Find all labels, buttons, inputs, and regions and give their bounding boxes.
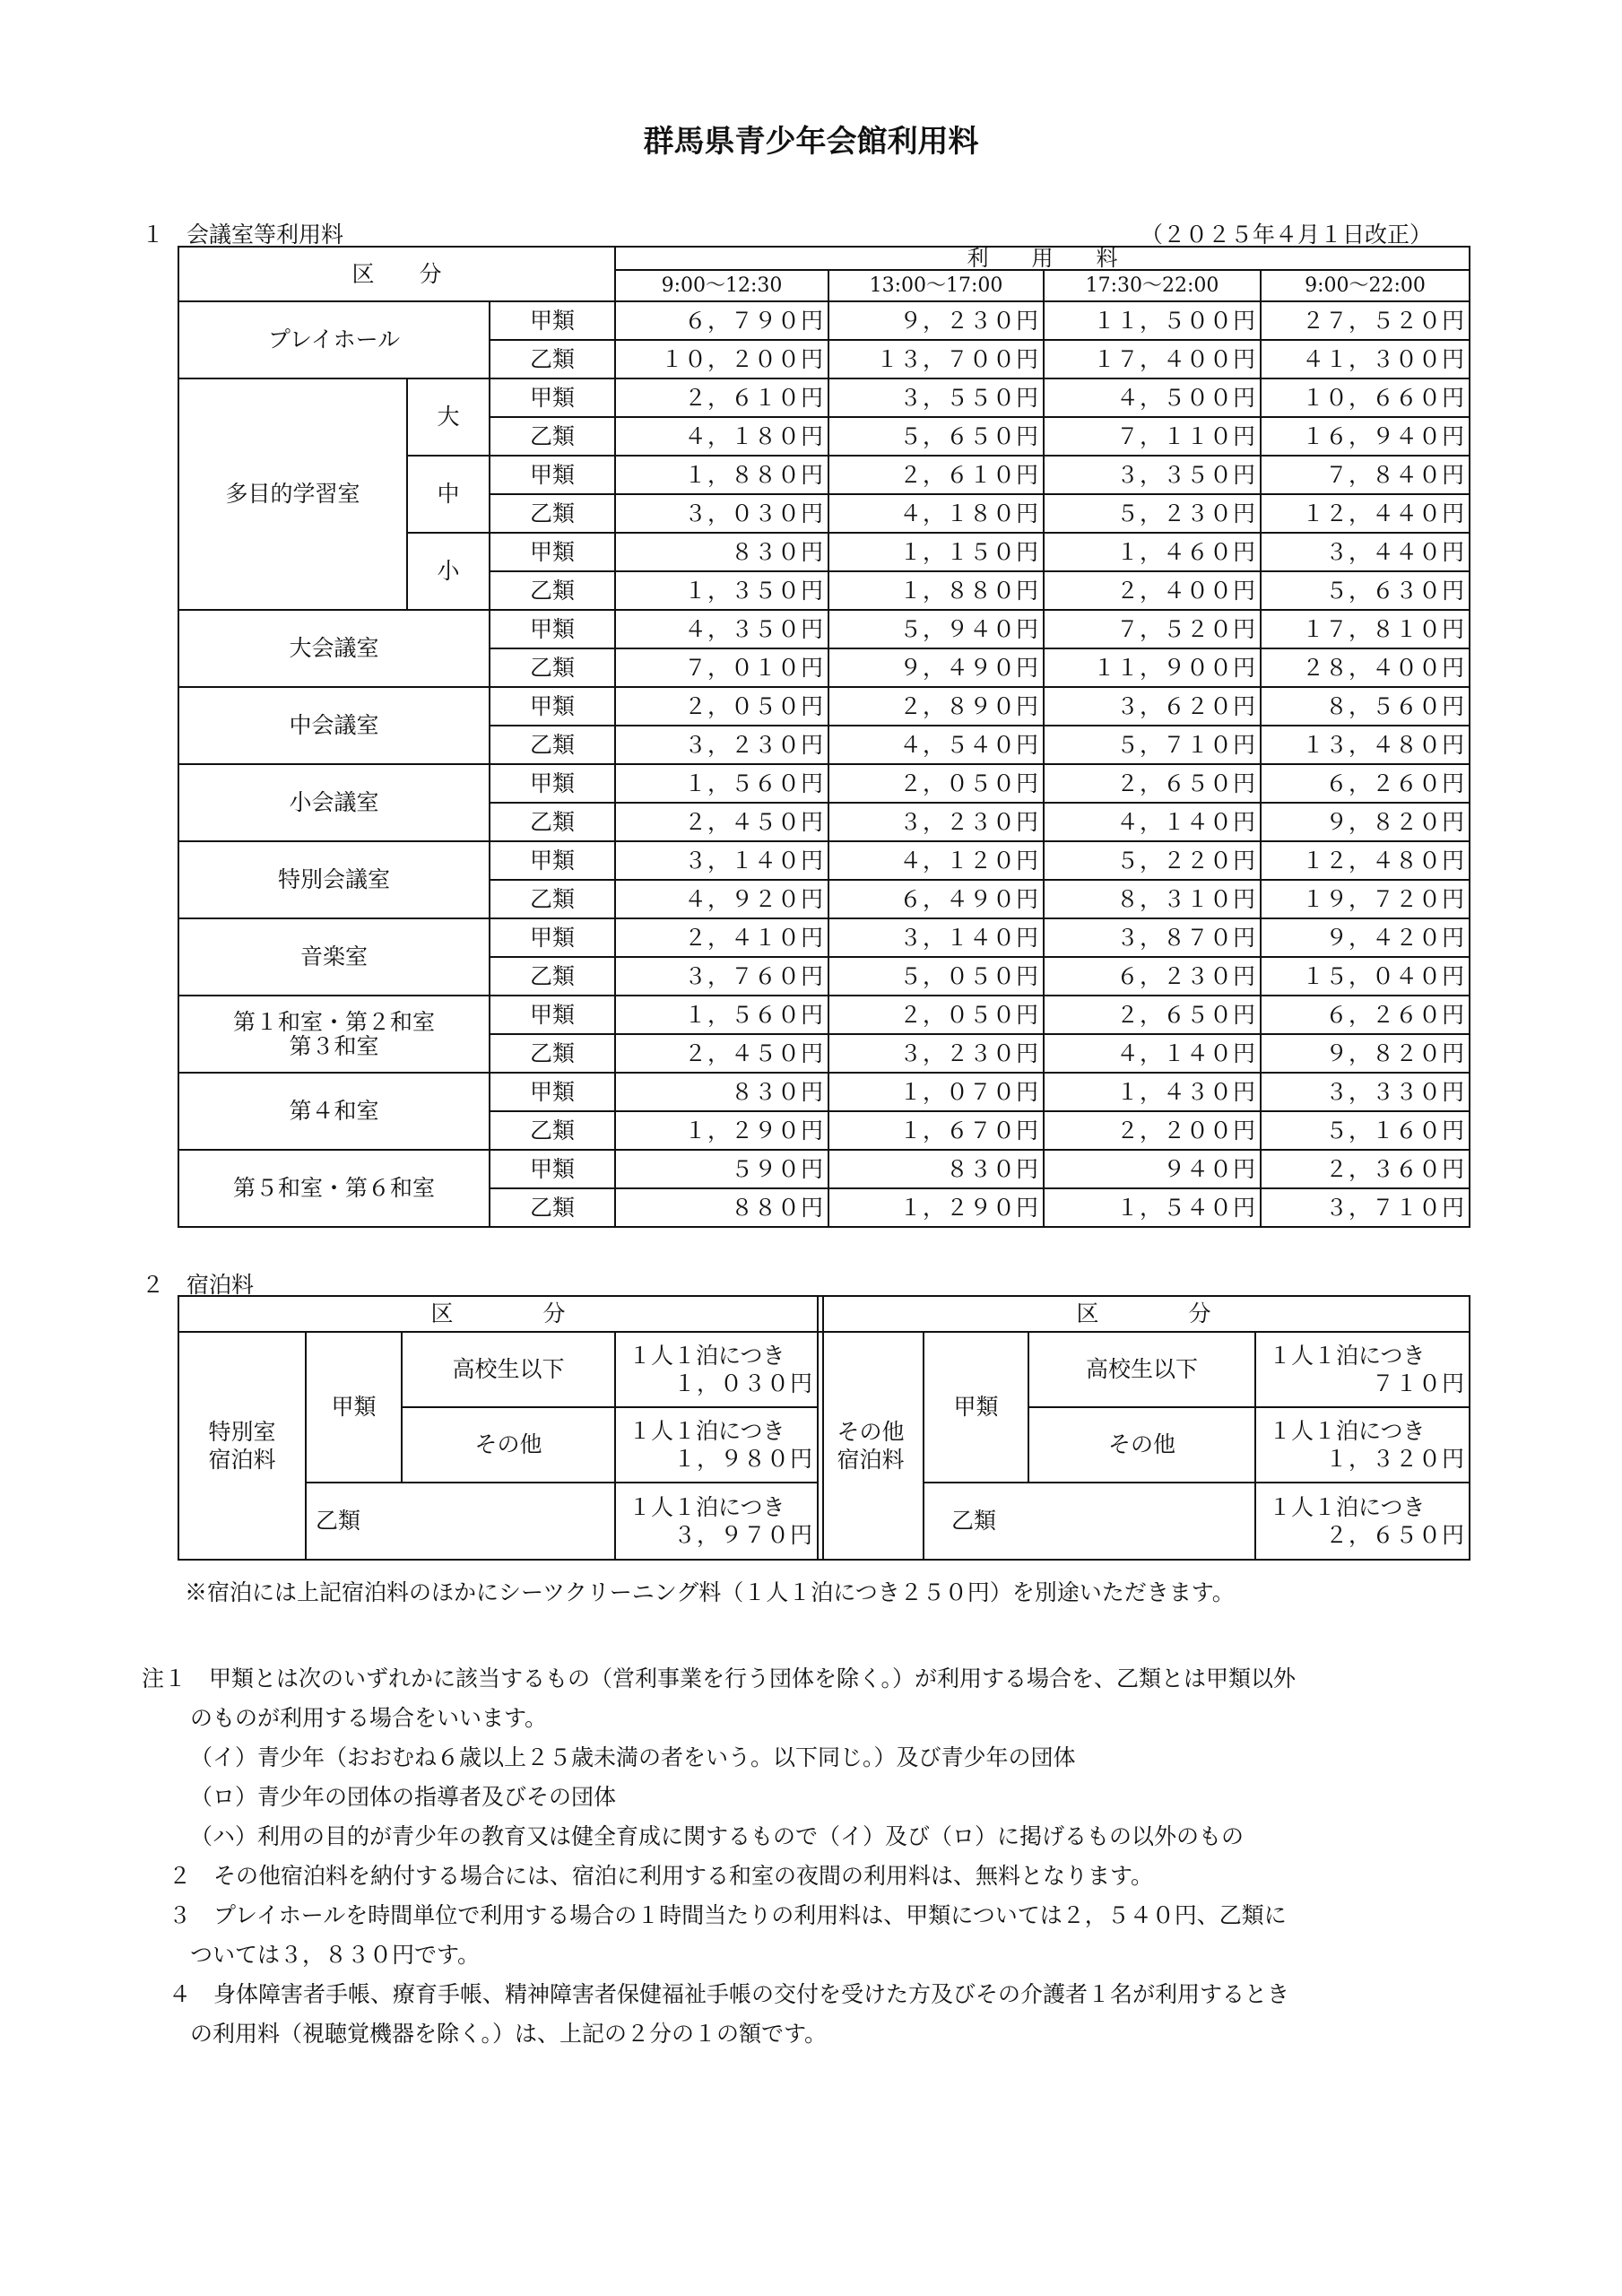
fee-cell: ４，３５０円 bbox=[615, 610, 828, 648]
fee-cell: ２，０５０円 bbox=[615, 687, 828, 726]
fee-cell: ３，２３０円 bbox=[615, 726, 828, 764]
fee-cell: ２，４００円 bbox=[1044, 571, 1261, 610]
fee-cell: ８，５６０円 bbox=[1261, 687, 1470, 726]
fee-cell: ３，６２０円 bbox=[1044, 687, 1261, 726]
room-size-label: 大 bbox=[407, 378, 490, 456]
fee-cell: １２，４８０円 bbox=[1261, 841, 1470, 880]
fee-cell: ２，６５０円 bbox=[1044, 996, 1261, 1034]
fee-cell: ３，７１０円 bbox=[1261, 1188, 1470, 1227]
special-highschool-label: 高校生以下 bbox=[402, 1332, 615, 1407]
fee-cell: ４，９２０円 bbox=[615, 880, 828, 918]
fee-cell: ４，１８０円 bbox=[615, 417, 828, 456]
general-lodging-label: その他 宿泊料 bbox=[818, 1332, 924, 1560]
special-type-b-fee: １人１泊につき ３，９７０円 bbox=[615, 1483, 818, 1560]
fee-cell: ６，４９０円 bbox=[828, 880, 1044, 918]
room-name: 小会議室 bbox=[178, 764, 490, 841]
fee-cell: １１，５００円 bbox=[1044, 301, 1261, 340]
fee-cell: ４１，３００円 bbox=[1261, 340, 1470, 378]
note-1-i: （イ）青少年（おおむね６歳以上２５歳未満の者をいう。以下同じ。）及び青少年の団体 bbox=[190, 1744, 1076, 1770]
revision-date: （２０２５年４月１日改正） bbox=[1141, 222, 1433, 248]
fee-cell: １２，４４０円 bbox=[1261, 494, 1470, 533]
fee-cell: ６，２６０円 bbox=[1261, 764, 1470, 803]
fee-cell: ２，６１０円 bbox=[615, 378, 828, 417]
fee-cell: １５，０４０円 bbox=[1261, 957, 1470, 996]
special-other-fee: １人１泊につき １，９８０円 bbox=[615, 1407, 818, 1483]
room-name: 中会議室 bbox=[178, 687, 490, 764]
fee-cell: １７，４００円 bbox=[1044, 340, 1261, 378]
fee-cell: ４，５００円 bbox=[1044, 378, 1261, 417]
fee-class-label: 乙類 bbox=[490, 571, 615, 610]
fee-cell: １，２９０円 bbox=[615, 1111, 828, 1150]
table-double-divider bbox=[822, 1295, 824, 1561]
note-3: ３ プレイホールを時間単位で利用する場合の１時間当たりの利用料は、甲類については２，５４０円、乙類に bbox=[169, 1902, 1287, 1928]
table-row bbox=[178, 1150, 1470, 1188]
fee-cell: ３，３５０円 bbox=[1044, 456, 1261, 494]
fee-cell: ４，５４０円 bbox=[828, 726, 1044, 764]
fee-cell: ２，３６０円 bbox=[1261, 1150, 1470, 1188]
fee-cell: ３，２３０円 bbox=[828, 803, 1044, 841]
special-lodging-label: 特別室 宿泊料 bbox=[178, 1332, 306, 1560]
fee-class-label: 甲類 bbox=[490, 764, 615, 803]
fee-class-label: 甲類 bbox=[490, 841, 615, 880]
table-row bbox=[178, 918, 1470, 957]
fee-class-label: 乙類 bbox=[490, 803, 615, 841]
fee-cell: ８，３１０円 bbox=[1044, 880, 1261, 918]
fee-cell: ６，２３０円 bbox=[1044, 957, 1261, 996]
fee-cell: １，８８０円 bbox=[615, 456, 828, 494]
fee-cell: ８８０円 bbox=[615, 1188, 828, 1227]
fee-cell: ４，１８０円 bbox=[828, 494, 1044, 533]
fee-cell: ７，５２０円 bbox=[1044, 610, 1261, 648]
room-name: 第４和室 bbox=[178, 1073, 490, 1150]
header-kubun: 区 分 bbox=[178, 247, 615, 301]
fee-cell: １，８８０円 bbox=[828, 571, 1044, 610]
note-4-cont: の利用料（視聴覚機器を除く。）は、上記の２分の１の額です。 bbox=[190, 2021, 828, 2047]
fee-cell: １６，９４０円 bbox=[1261, 417, 1470, 456]
table-row bbox=[178, 301, 1470, 340]
fee-cell: １１，９００円 bbox=[1044, 648, 1261, 687]
fee-cell: ５，２３０円 bbox=[1044, 494, 1261, 533]
general-type-b-fee: １人１泊につき ２，６５０円 bbox=[1255, 1483, 1470, 1560]
lodging-fee-table bbox=[178, 1295, 1470, 1561]
note-4: ４ 身体障害者手帳、療育手帳、精神障害者保健福祉手帳の交付を受けた方及びその介護者１名が利用するとき bbox=[169, 1981, 1290, 2007]
fee-cell: ９，２３０円 bbox=[828, 301, 1044, 340]
table-row bbox=[178, 610, 1470, 648]
fee-cell: １，０７０円 bbox=[828, 1073, 1044, 1111]
page-title: 群馬県青少年会館利用料 bbox=[643, 124, 979, 160]
fee-class-label: 乙類 bbox=[490, 340, 615, 378]
table-row bbox=[178, 378, 1470, 417]
fee-cell: １，５６０円 bbox=[615, 764, 828, 803]
fee-cell: ２，６５０円 bbox=[1044, 764, 1261, 803]
fee-cell: ４，１４０円 bbox=[1044, 1034, 1261, 1073]
lodging-header-kubun-right: 区 分 bbox=[818, 1296, 1470, 1332]
fee-class-label: 甲類 bbox=[490, 918, 615, 957]
fee-cell: ５，７１０円 bbox=[1044, 726, 1261, 764]
fee-class-label: 甲類 bbox=[490, 378, 615, 417]
fee-cell: ２８，４００円 bbox=[1261, 648, 1470, 687]
fee-cell: １，１５０円 bbox=[828, 533, 1044, 571]
fee-cell: １，６７０円 bbox=[828, 1111, 1044, 1150]
fee-class-label: 甲類 bbox=[490, 610, 615, 648]
fee-cell: ３，０３０円 bbox=[615, 494, 828, 533]
fee-cell: ２，４１０円 bbox=[615, 918, 828, 957]
room-size-label: 中 bbox=[407, 456, 490, 533]
table-row bbox=[178, 1073, 1470, 1111]
fee-cell: ２，８９０円 bbox=[828, 687, 1044, 726]
general-highschool-fee: １人１泊につき ７１０円 bbox=[1255, 1332, 1470, 1407]
section1-heading: １ 会議室等利用料 bbox=[142, 222, 344, 248]
general-other-fee: １人１泊につき １，３２０円 bbox=[1255, 1407, 1470, 1483]
fee-cell: １０，６６０円 bbox=[1261, 378, 1470, 417]
fee-class-label: 甲類 bbox=[490, 996, 615, 1034]
special-type-a: 甲類 bbox=[306, 1332, 402, 1483]
fee-cell: ５９０円 bbox=[615, 1150, 828, 1188]
fee-cell: ８３０円 bbox=[615, 533, 828, 571]
fee-class-label: 乙類 bbox=[490, 1188, 615, 1227]
fee-cell: ５，９４０円 bbox=[828, 610, 1044, 648]
fee-cell: １３，４８０円 bbox=[1261, 726, 1470, 764]
header-ryokin: 利 用 料 bbox=[615, 247, 1470, 270]
table-row bbox=[178, 841, 1470, 880]
fee-class-label: 甲類 bbox=[490, 687, 615, 726]
table-row bbox=[178, 996, 1470, 1034]
special-other-label: その他 bbox=[402, 1407, 615, 1483]
fee-cell: ３，１４０円 bbox=[828, 918, 1044, 957]
room-name: 音楽室 bbox=[178, 918, 490, 996]
fee-cell: ２，２００円 bbox=[1044, 1111, 1261, 1150]
fee-class-label: 甲類 bbox=[490, 456, 615, 494]
fee-cell: ３，７６０円 bbox=[615, 957, 828, 996]
fee-class-label: 乙類 bbox=[490, 648, 615, 687]
fee-class-label: 乙類 bbox=[490, 494, 615, 533]
fee-cell: ３，８７０円 bbox=[1044, 918, 1261, 957]
fee-cell: ５，６５０円 bbox=[828, 417, 1044, 456]
time-header-evening: 17:30～22:00 bbox=[1044, 270, 1261, 301]
general-other-label: その他 bbox=[1028, 1407, 1255, 1483]
fee-cell: ７，８４０円 bbox=[1261, 456, 1470, 494]
room-name: 第１和室・第２和室 第３和室 bbox=[178, 996, 490, 1073]
fee-cell: ６，２６０円 bbox=[1261, 996, 1470, 1034]
fee-cell: ５，２２０円 bbox=[1044, 841, 1261, 880]
fee-cell: １，５６０円 bbox=[615, 996, 828, 1034]
fee-class-label: 甲類 bbox=[490, 301, 615, 340]
fee-cell: ２，０５０円 bbox=[828, 996, 1044, 1034]
fee-cell: ３，１４０円 bbox=[615, 841, 828, 880]
fee-cell: １，２９０円 bbox=[828, 1188, 1044, 1227]
note-3-cont: ついては３，８３０円です。 bbox=[190, 1942, 481, 1968]
fee-class-label: 乙類 bbox=[490, 1111, 615, 1150]
fee-cell: ７，１１０円 bbox=[1044, 417, 1261, 456]
general-highschool-label: 高校生以下 bbox=[1028, 1332, 1255, 1407]
fee-cell: ３，２３０円 bbox=[828, 1034, 1044, 1073]
fee-class-label: 乙類 bbox=[490, 880, 615, 918]
section2-heading: ２ 宿泊料 bbox=[142, 1272, 255, 1298]
special-highschool-fee: １人１泊につき １，０３０円 bbox=[615, 1332, 818, 1407]
fee-class-label: 乙類 bbox=[490, 1034, 615, 1073]
room-name: 多目的学習室 bbox=[178, 378, 407, 610]
table-row bbox=[178, 687, 1470, 726]
fee-cell: ３，５５０円 bbox=[828, 378, 1044, 417]
fee-cell: １，３５０円 bbox=[615, 571, 828, 610]
room-name: 特別会議室 bbox=[178, 841, 490, 918]
fee-cell: ９，４９０円 bbox=[828, 648, 1044, 687]
fee-class-label: 甲類 bbox=[490, 1150, 615, 1188]
note-2: ２ その他宿泊料を納付する場合には、宿泊に利用する和室の夜間の利用料は、無料となります。 bbox=[169, 1863, 1154, 1889]
lodging-header-kubun-left: 区 分 bbox=[178, 1296, 818, 1332]
fee-cell: ９，８２０円 bbox=[1261, 1034, 1470, 1073]
fee-cell: ３，３３０円 bbox=[1261, 1073, 1470, 1111]
note-1-ha: （ハ）利用の目的が青少年の教育又は健全育成に関するもので（イ）及び（ロ）に掲げるもの以外のもの bbox=[190, 1823, 1245, 1849]
fee-cell: １９，７２０円 bbox=[1261, 880, 1470, 918]
fee-cell: ５，０５０円 bbox=[828, 957, 1044, 996]
fee-class-label: 乙類 bbox=[490, 726, 615, 764]
room-name: 大会議室 bbox=[178, 610, 490, 687]
time-header-fullday: 9:00～22:00 bbox=[1261, 270, 1470, 301]
fee-cell: ９４０円 bbox=[1044, 1150, 1261, 1188]
time-header-morning: 9:00～12:30 bbox=[615, 270, 828, 301]
fee-cell: ５，６３０円 bbox=[1261, 571, 1470, 610]
fee-cell: ５，１６０円 bbox=[1261, 1111, 1470, 1150]
fee-cell: ２，４５０円 bbox=[615, 803, 828, 841]
lodging-footnote: ※宿泊には上記宿泊料のほかにシーツクリーニング料（１人１泊につき２５０円）を別途いただきます。 bbox=[185, 1579, 1235, 1605]
table-row bbox=[178, 764, 1470, 803]
note-1-ro: （ロ）青少年の団体の指導者及びその団体 bbox=[190, 1784, 617, 1810]
general-type-b: 乙類 bbox=[924, 1483, 1255, 1560]
fee-class-label: 乙類 bbox=[490, 417, 615, 456]
fee-cell: ７，０１０円 bbox=[615, 648, 828, 687]
note-1: 注１ 甲類とは次のいずれかに該当するもの（営利事業を行う団体を除く。）が利用する場合を、乙類とは甲類以外 bbox=[142, 1665, 1297, 1692]
room-name: 第５和室・第６和室 bbox=[178, 1150, 490, 1227]
fee-cell: １，４３０円 bbox=[1044, 1073, 1261, 1111]
fee-cell: １７，８１０円 bbox=[1261, 610, 1470, 648]
fee-cell: ２，４５０円 bbox=[615, 1034, 828, 1073]
fee-cell: ９，４２０円 bbox=[1261, 918, 1470, 957]
fee-cell: ４，１４０円 bbox=[1044, 803, 1261, 841]
fee-cell: ３，４４０円 bbox=[1261, 533, 1470, 571]
fee-cell: １０，２００円 bbox=[615, 340, 828, 378]
special-type-b: 乙類 bbox=[306, 1483, 615, 1560]
time-header-afternoon: 13:00～17:00 bbox=[828, 270, 1044, 301]
fee-cell: ８３０円 bbox=[615, 1073, 828, 1111]
fee-class-label: 乙類 bbox=[490, 957, 615, 996]
room-name: プレイホール bbox=[178, 301, 490, 378]
fee-class-label: 甲類 bbox=[490, 1073, 615, 1111]
fee-cell: ８３０円 bbox=[828, 1150, 1044, 1188]
note-1-cont: のものが利用する場合をいいます。 bbox=[190, 1705, 548, 1731]
general-type-a: 甲類 bbox=[924, 1332, 1028, 1483]
fee-cell: １，４６０円 bbox=[1044, 533, 1261, 571]
fee-cell: １，５４０円 bbox=[1044, 1188, 1261, 1227]
fee-cell: ４，１２０円 bbox=[828, 841, 1044, 880]
fee-cell: ６，７９０円 bbox=[615, 301, 828, 340]
fee-cell: ２７，５２０円 bbox=[1261, 301, 1470, 340]
fee-cell: ９，８２０円 bbox=[1261, 803, 1470, 841]
room-fee-table bbox=[178, 246, 1470, 1228]
fee-cell: ２，６１０円 bbox=[828, 456, 1044, 494]
fee-cell: ２，０５０円 bbox=[828, 764, 1044, 803]
fee-cell: １３，７００円 bbox=[828, 340, 1044, 378]
room-size-label: 小 bbox=[407, 533, 490, 610]
fee-class-label: 甲類 bbox=[490, 533, 615, 571]
